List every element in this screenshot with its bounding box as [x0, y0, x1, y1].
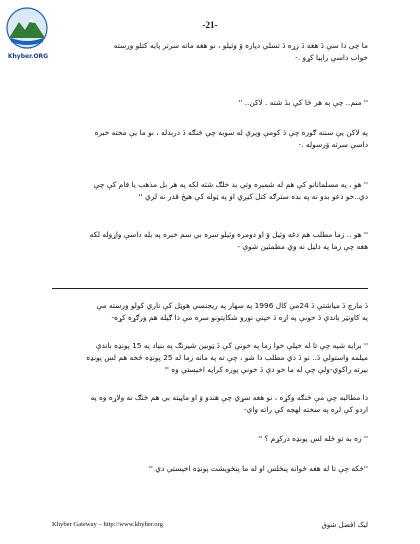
text-line: داسې سرته وَرسوله .- — [298, 140, 368, 149]
footer-website: Khyber Gateway – http://www.khyber.org — [52, 521, 163, 528]
paragraph — [52, 40, 368, 64]
text-line: دَ مارچ دَ مياشتې دَ 24مې کال 1996 په سهار په ريجنسي هوټل کې ناري کولو ورسته مې — [96, 301, 368, 310]
text-line: اردو کې لږه په سخته لهجه کې راته واې- — [243, 405, 368, 414]
text-line: هغه چې زما په دليل نه وي مطمئين شوې - — [237, 242, 368, 251]
paragraph — [52, 463, 368, 475]
paragraph — [52, 392, 368, 416]
footer-author: ليک افضل شوق — [321, 521, 368, 529]
paragraph — [52, 433, 368, 445]
text-line: په کاونټر باندې دَ خونې په اړه دَ خپنې نورو شکايتونو سره مې دا ګيله هم ورګړه کړه- — [111, 313, 368, 322]
text-line: '' هو ، په مسلمانانو کې هم له شمېره وتي بد خلګ شته لکه په هر بل مذهب يا قام کې چې — [93, 180, 368, 189]
text-line: خواب داسې راپيا کړو .- — [295, 53, 368, 62]
text-line: ''ځکه چې تا له هغه ځوانه پنځلس او له ما پنځويشت پونډه اخيستي دي '' — [148, 464, 368, 473]
text-line: '' هو .. زما مطلب هم دغه وئيل وَ او دومره وئيلو سره بي سم خبره په بله داسې واړوله لکه — [89, 230, 368, 239]
paragraph — [52, 127, 368, 151]
text-line: په لاکن يې سننه ګوره چې دَ کومې ويرې له سوبه چې ځنګه دَ دربدله ، نو ما يې مخته خبره — [94, 128, 368, 137]
text-line: '' برايه شپه چې تا له خپلې خوا زما په خونې کې دَ ټوبين شيرنګ په بنياد په 15 پونډه باندې — [95, 341, 368, 350]
paragraph — [52, 229, 368, 253]
paragraph — [52, 340, 368, 376]
text-line: ما چی دا سې دَ هغه دَ زړه دَ تسلي دپاره وَ وئيلو ، نو هغه ماته سرتر پايه کتلو ورسته — [113, 41, 368, 50]
text-line: '' زه به تو ځله لس پونډه درکړم ؟ '' — [258, 434, 368, 443]
paragraph — [52, 300, 368, 324]
text-line: دي..خو دعو بدو ته په بده سترګه کتل کيږي او په ټوله کې هيڅ قدر نه لري '' — [138, 192, 368, 201]
logo-caption: Khyber.ORG — [7, 53, 49, 60]
paragraph — [52, 97, 368, 109]
mountain-logo-icon — [5, 6, 49, 56]
section-divider — [52, 288, 368, 289]
text-line: دا مطالبه چې مې ځنګه وکړه ، نو هغه سړي چې هندو وَ او ماڼيته بي هم ځنګ نه ولاړه وه په — [90, 393, 368, 402]
text-line: بيرته راکوي-ولې چې له ما خو دې دَ خونې پوره کرايه اخيستې وه '' — [164, 365, 368, 374]
text-line: ميلمه واستولې دَ.. نو دَ دي مطلب دا شو ، چې ته په ماته زما له 25 پونډه ځخه هم لس پونډه — [86, 353, 368, 362]
text-line: '' منم.. چې په هر ځا کې بدَ شته . لاکن.. '' — [238, 98, 368, 107]
page-number: -21- — [202, 20, 218, 30]
paragraph — [52, 179, 368, 203]
